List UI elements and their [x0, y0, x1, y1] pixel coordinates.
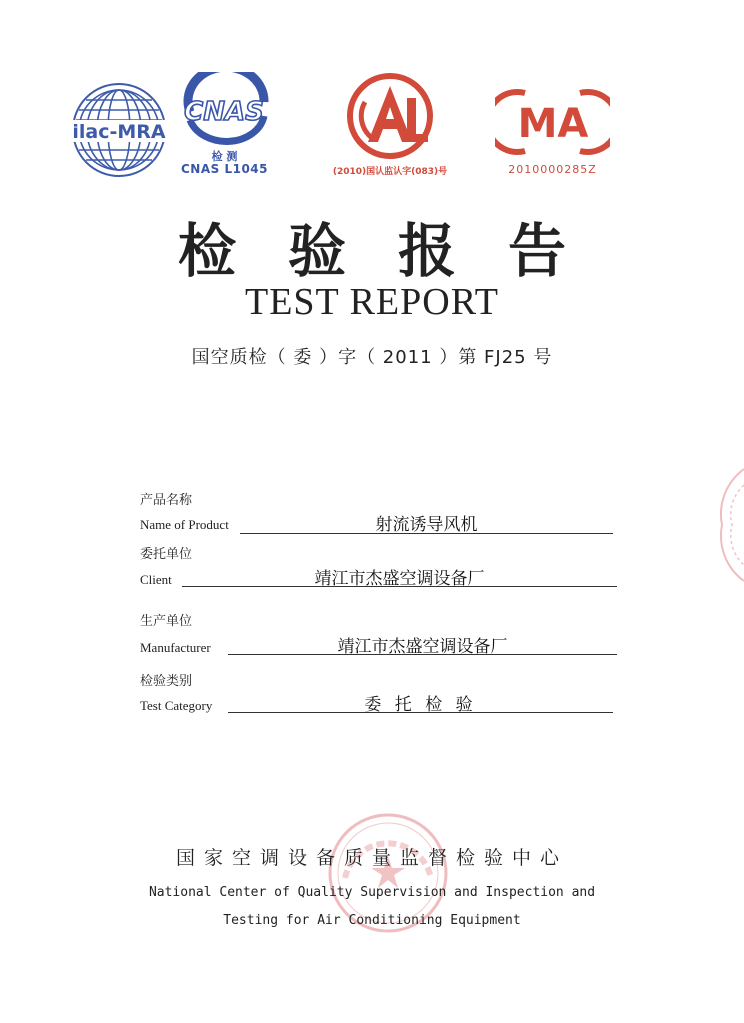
cnas-caption-cn: 检 测 — [211, 150, 238, 163]
report-number: 国空质检（ 委 ）字（ 2011 ）第 FJ25 号 — [191, 347, 553, 368]
cal-logo — [330, 72, 450, 182]
manufacturer-label-en: Manufacturer — [140, 640, 211, 655]
cma-caption: 2010000285Z — [508, 163, 597, 176]
category-value: 委 托 检 验 — [364, 695, 477, 715]
client-label-en: Client — [140, 572, 172, 587]
cnas-text: CNAS — [184, 97, 264, 127]
organization-name-en-line2: Testing for Air Conditioning Equipment — [223, 913, 521, 928]
cal-caption: (2010)国认监认字(083)号 — [332, 167, 448, 177]
cnas-logo — [172, 72, 277, 182]
manufacturer-label-cn: 生产单位 — [140, 614, 193, 629]
cma-logo — [495, 85, 610, 180]
ilac-text: ilac-MRA — [72, 121, 166, 143]
client-label-cn: 委托单位 — [140, 547, 193, 562]
cnas-caption-code: CNAS L1045 — [180, 162, 268, 176]
ilac-mra-logo — [64, 80, 174, 180]
manufacturer-value: 靖江市杰盛空调设备厂 — [337, 637, 508, 657]
title-en: TEST REPORT — [245, 281, 499, 323]
organization-name-cn: 国家空调设备质量监督检验中心 — [175, 847, 568, 869]
product-label-cn: 产品名称 — [140, 493, 193, 508]
title-cn: 检验报告 — [177, 217, 618, 285]
category-label-cn: 检验类别 — [140, 674, 193, 689]
category-label-en: Test Category — [140, 698, 213, 713]
product-label-en: Name of Product — [140, 517, 229, 532]
product-value: 射流诱导风机 — [375, 515, 478, 535]
edge-stamp-mark — [700, 465, 744, 585]
organization-name-en-line1: National Center of Quality Supervision and Inspection and — [148, 885, 596, 900]
client-value: 靖江市杰盛空调设备厂 — [314, 569, 485, 589]
cma-text: MA — [517, 101, 589, 147]
